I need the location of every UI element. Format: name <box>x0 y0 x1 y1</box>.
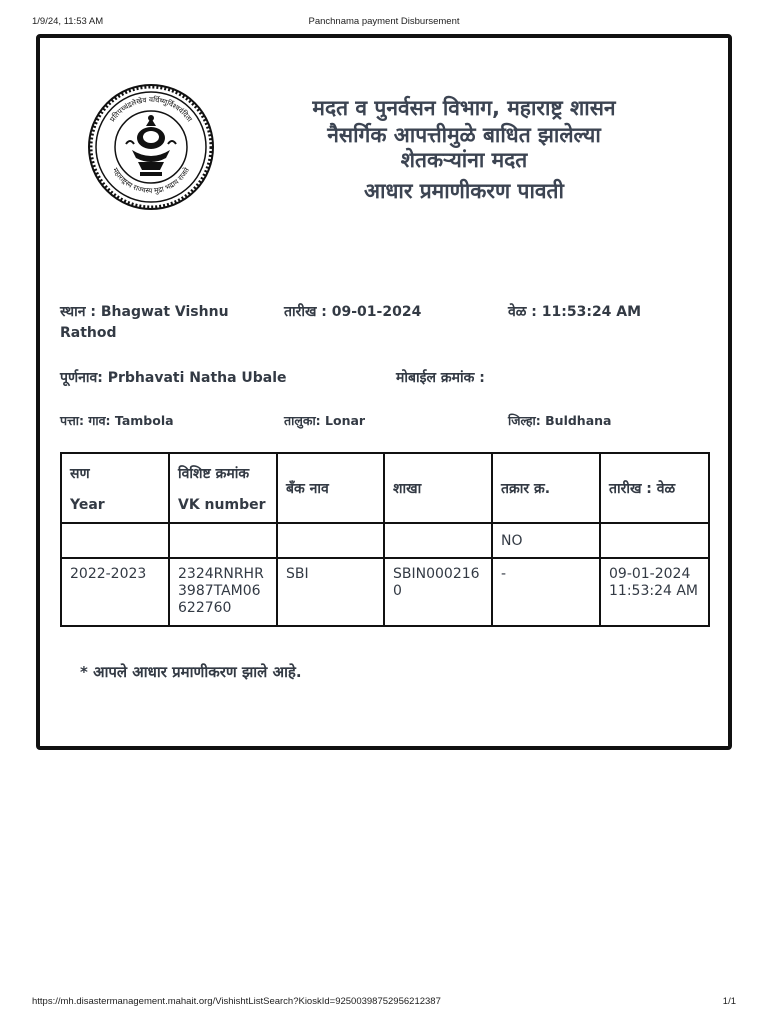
col-header-vk-sub: VK number <box>178 496 266 513</box>
svg-text:महाराष्ट्रस्य राज्यस्य मुद्रा: महाराष्ट्रस्य राज्यस्य मुद्रा भद्राय राजते <box>110 166 192 196</box>
authentication-note: * आपले आधार प्रमाणीकरण झाले आहे. <box>80 663 302 681</box>
fullname-field <box>60 368 287 389</box>
col-header-year-sub: Year <box>70 496 105 513</box>
table-cell: NO <box>492 523 600 558</box>
table-cell <box>169 523 277 558</box>
col-header-vk-main: विशिष्ट क्रमांक <box>178 465 250 482</box>
print-page-title: Panchnama payment Disbursement <box>308 16 460 27</box>
time-value: 11:53:24 AM <box>541 304 642 320</box>
table-cell <box>61 523 169 558</box>
svg-text:प्रतिपच्चंद्रलेखेव वर्धिष्णुर्: प्रतिपच्चंद्रलेखेव वर्धिष्णुर्विश्ववंदिता <box>107 94 195 124</box>
address-field <box>60 410 174 431</box>
payment-table <box>60 452 710 627</box>
print-url: https://mh.disastermanagement.mahait.org/VishishtListSearch?KioskId=92500398752956212387 <box>32 996 441 1007</box>
government-seal-logo <box>86 82 216 212</box>
print-page-number: 1/1 <box>722 996 736 1007</box>
table-cell-vk-number: 2324RNRHR3987TAM06622760 <box>169 558 277 626</box>
district-value: Buldhana <box>545 413 612 428</box>
mobile-field <box>396 368 485 389</box>
fullname-value: Prbhavati Natha Ubale <box>107 370 287 386</box>
date-field <box>284 302 421 323</box>
table-header-row <box>61 453 709 523</box>
print-datetime: 1/9/24, 11:53 AM <box>32 16 104 27</box>
district-field <box>508 410 611 431</box>
scheme-title-line2: शेतकऱ्यांना मदत <box>400 148 528 172</box>
table-cell-complaint: - <box>492 558 600 626</box>
place-label: स्थान : <box>60 304 101 320</box>
table-cell <box>384 523 492 558</box>
receipt-card <box>36 34 732 750</box>
col-header-vk-number <box>169 453 277 523</box>
table-row <box>61 523 709 558</box>
col-header-branch: शाखा <box>384 453 492 523</box>
table-row <box>61 558 709 626</box>
place-value: Bhagwat Vishnu Rathod <box>60 304 229 341</box>
print-footer <box>32 996 736 1010</box>
mobile-label: मोबाईल क्रमांक : <box>396 370 485 386</box>
department-title: मदत व पुनर्वसन विभाग, महाराष्ट्र शासन <box>312 96 616 120</box>
taluka-label: तालुका: <box>284 413 326 428</box>
table-cell-branch: SBIN0002160 <box>384 558 492 626</box>
fullname-label: पूर्णनाव: <box>60 370 108 386</box>
table-cell-year: 2022-2023 <box>61 558 169 626</box>
address-label: पत्ता: गाव: <box>60 413 115 428</box>
taluka-value: Lonar <box>325 413 366 428</box>
place-field <box>60 302 250 344</box>
taluka-field <box>284 410 365 431</box>
col-header-complaint-no: तक्रार क्र. <box>492 453 600 523</box>
col-header-date-time: तारीख : वेळ <box>600 453 709 523</box>
date-label: तारीख : <box>284 304 332 320</box>
col-header-bank-name: बँक नाव <box>277 453 384 523</box>
table-cell <box>600 523 709 558</box>
receipt-heading <box>240 94 688 209</box>
print-header <box>32 16 736 30</box>
time-label: वेळ : <box>508 304 542 320</box>
scheme-title-line1: नैसर्गिक आपत्तीमुळे बाधित झालेल्या <box>327 123 601 147</box>
table-cell-bank: SBI <box>277 558 384 626</box>
receipt-title: आधार प्रमाणीकरण पावती <box>364 179 564 203</box>
table-cell-date-time: 09-01-2024 11:53:24 AM <box>600 558 709 626</box>
col-header-year <box>61 453 169 523</box>
col-header-year-main: सण <box>70 465 90 482</box>
time-field <box>508 302 641 323</box>
address-value: Tambola <box>114 413 174 428</box>
district-label: जिल्हा: <box>508 413 546 428</box>
table-cell <box>277 523 384 558</box>
date-value: 09-01-2024 <box>331 304 422 320</box>
